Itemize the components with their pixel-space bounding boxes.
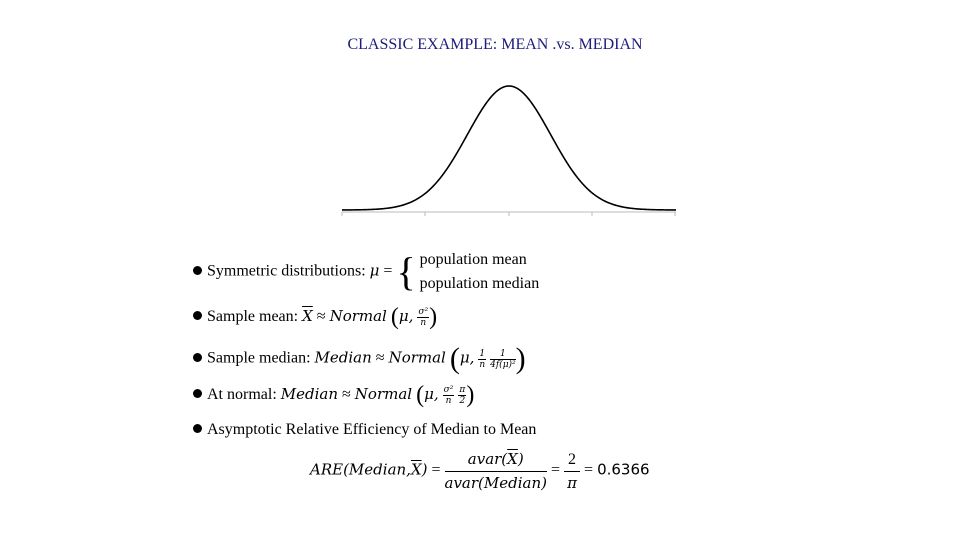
numerator: 2 — [564, 449, 580, 472]
open-paren: ( — [449, 342, 460, 375]
left-brace: { — [396, 249, 416, 294]
close-paren: ) — [515, 342, 526, 375]
mu-symbol: μ, — [459, 348, 475, 367]
bullet-symmetric — [193, 248, 539, 296]
bullet-dot — [193, 389, 202, 398]
equals-sign: = — [584, 461, 594, 479]
numerator: σ² — [418, 307, 429, 317]
median-symbol: Median — [280, 385, 339, 404]
bullet-dot — [193, 424, 202, 433]
denominator: 2 — [459, 396, 466, 406]
sample-mean-label: Sample mean: — [207, 308, 299, 326]
bullet-dot — [193, 311, 202, 320]
dist-normal: Normal — [354, 385, 413, 404]
median-symbol: Median — [314, 348, 372, 367]
bullet-dot — [193, 353, 202, 362]
denominator: n — [445, 396, 452, 406]
close-paren: ) — [466, 382, 475, 408]
denominator: n — [479, 359, 486, 370]
case-population-mean: population mean — [419, 251, 527, 268]
sample-median-label: Sample median: — [207, 349, 311, 367]
fraction-1-over-n — [478, 349, 486, 370]
open-paren: ( — [390, 304, 399, 330]
are-lhs: ARE(Median, — [310, 460, 411, 479]
mu-symbol: μ — [369, 261, 380, 280]
numerator: 1 — [490, 349, 516, 360]
equals-sign: = — [551, 461, 561, 479]
fraction-1-over-4f — [490, 349, 516, 370]
normal-curve-figure — [340, 80, 680, 220]
are-formula — [310, 448, 650, 494]
mu-symbol: μ, — [398, 307, 414, 326]
denominator: n — [420, 318, 427, 328]
bullet-are — [193, 421, 536, 439]
denominator: 4f(μ)² — [490, 359, 516, 370]
close-paren: ) — [421, 460, 428, 479]
close-paren: ) — [517, 450, 524, 468]
fraction-sigma2-over-n — [417, 307, 429, 328]
dist-normal: Normal — [329, 307, 387, 326]
numerator: σ² — [443, 385, 454, 395]
case-population-median: population median — [419, 275, 540, 292]
symmetric-label: Symmetric distributions: — [207, 262, 366, 280]
open-paren: ( — [416, 382, 425, 408]
equals-sign: = — [383, 262, 393, 280]
close-paren: ) — [429, 304, 438, 330]
page-title: CLASSIC EXAMPLE: MEAN .vs. MEDIAN — [347, 36, 643, 53]
approx-sign: ≈ — [375, 349, 385, 367]
approx-sign: ≈ — [316, 308, 326, 326]
fraction-sigma2-over-n — [443, 385, 455, 406]
two-over-pi-fraction — [564, 449, 580, 494]
approx-sign: ≈ — [342, 386, 351, 404]
at-normal-label: At normal: — [207, 386, 277, 404]
denominator: π — [567, 473, 577, 492]
bullet-dot — [193, 266, 202, 275]
avar-numerator — [445, 448, 547, 472]
bullet-sample-mean — [193, 304, 437, 331]
avar-denominator: avar(Median) — [444, 474, 547, 492]
are-result: 0.6366 — [597, 460, 650, 479]
are-label: Asymptotic Relative Efficiency of Median to Mean — [207, 421, 537, 438]
bullet-sample-median — [193, 342, 526, 376]
x-axis-ticks — [342, 212, 675, 216]
avar-num-text: avar( — [467, 450, 508, 468]
x-bar: $\overline{X}$ — [410, 460, 422, 479]
numerator: π — [459, 385, 466, 395]
bullet-at-normal — [193, 382, 474, 409]
cases — [420, 248, 540, 296]
numerator: 1 — [479, 348, 486, 359]
dist-normal: Normal — [388, 348, 446, 367]
bell-curve — [342, 86, 676, 210]
avar-fraction — [445, 448, 547, 494]
mu-symbol: μ, — [424, 385, 439, 404]
x-bar: $\overline{X}$ — [302, 307, 313, 326]
equals-sign: = — [431, 461, 441, 479]
x-bar: $\overline{X}$ — [507, 450, 518, 468]
